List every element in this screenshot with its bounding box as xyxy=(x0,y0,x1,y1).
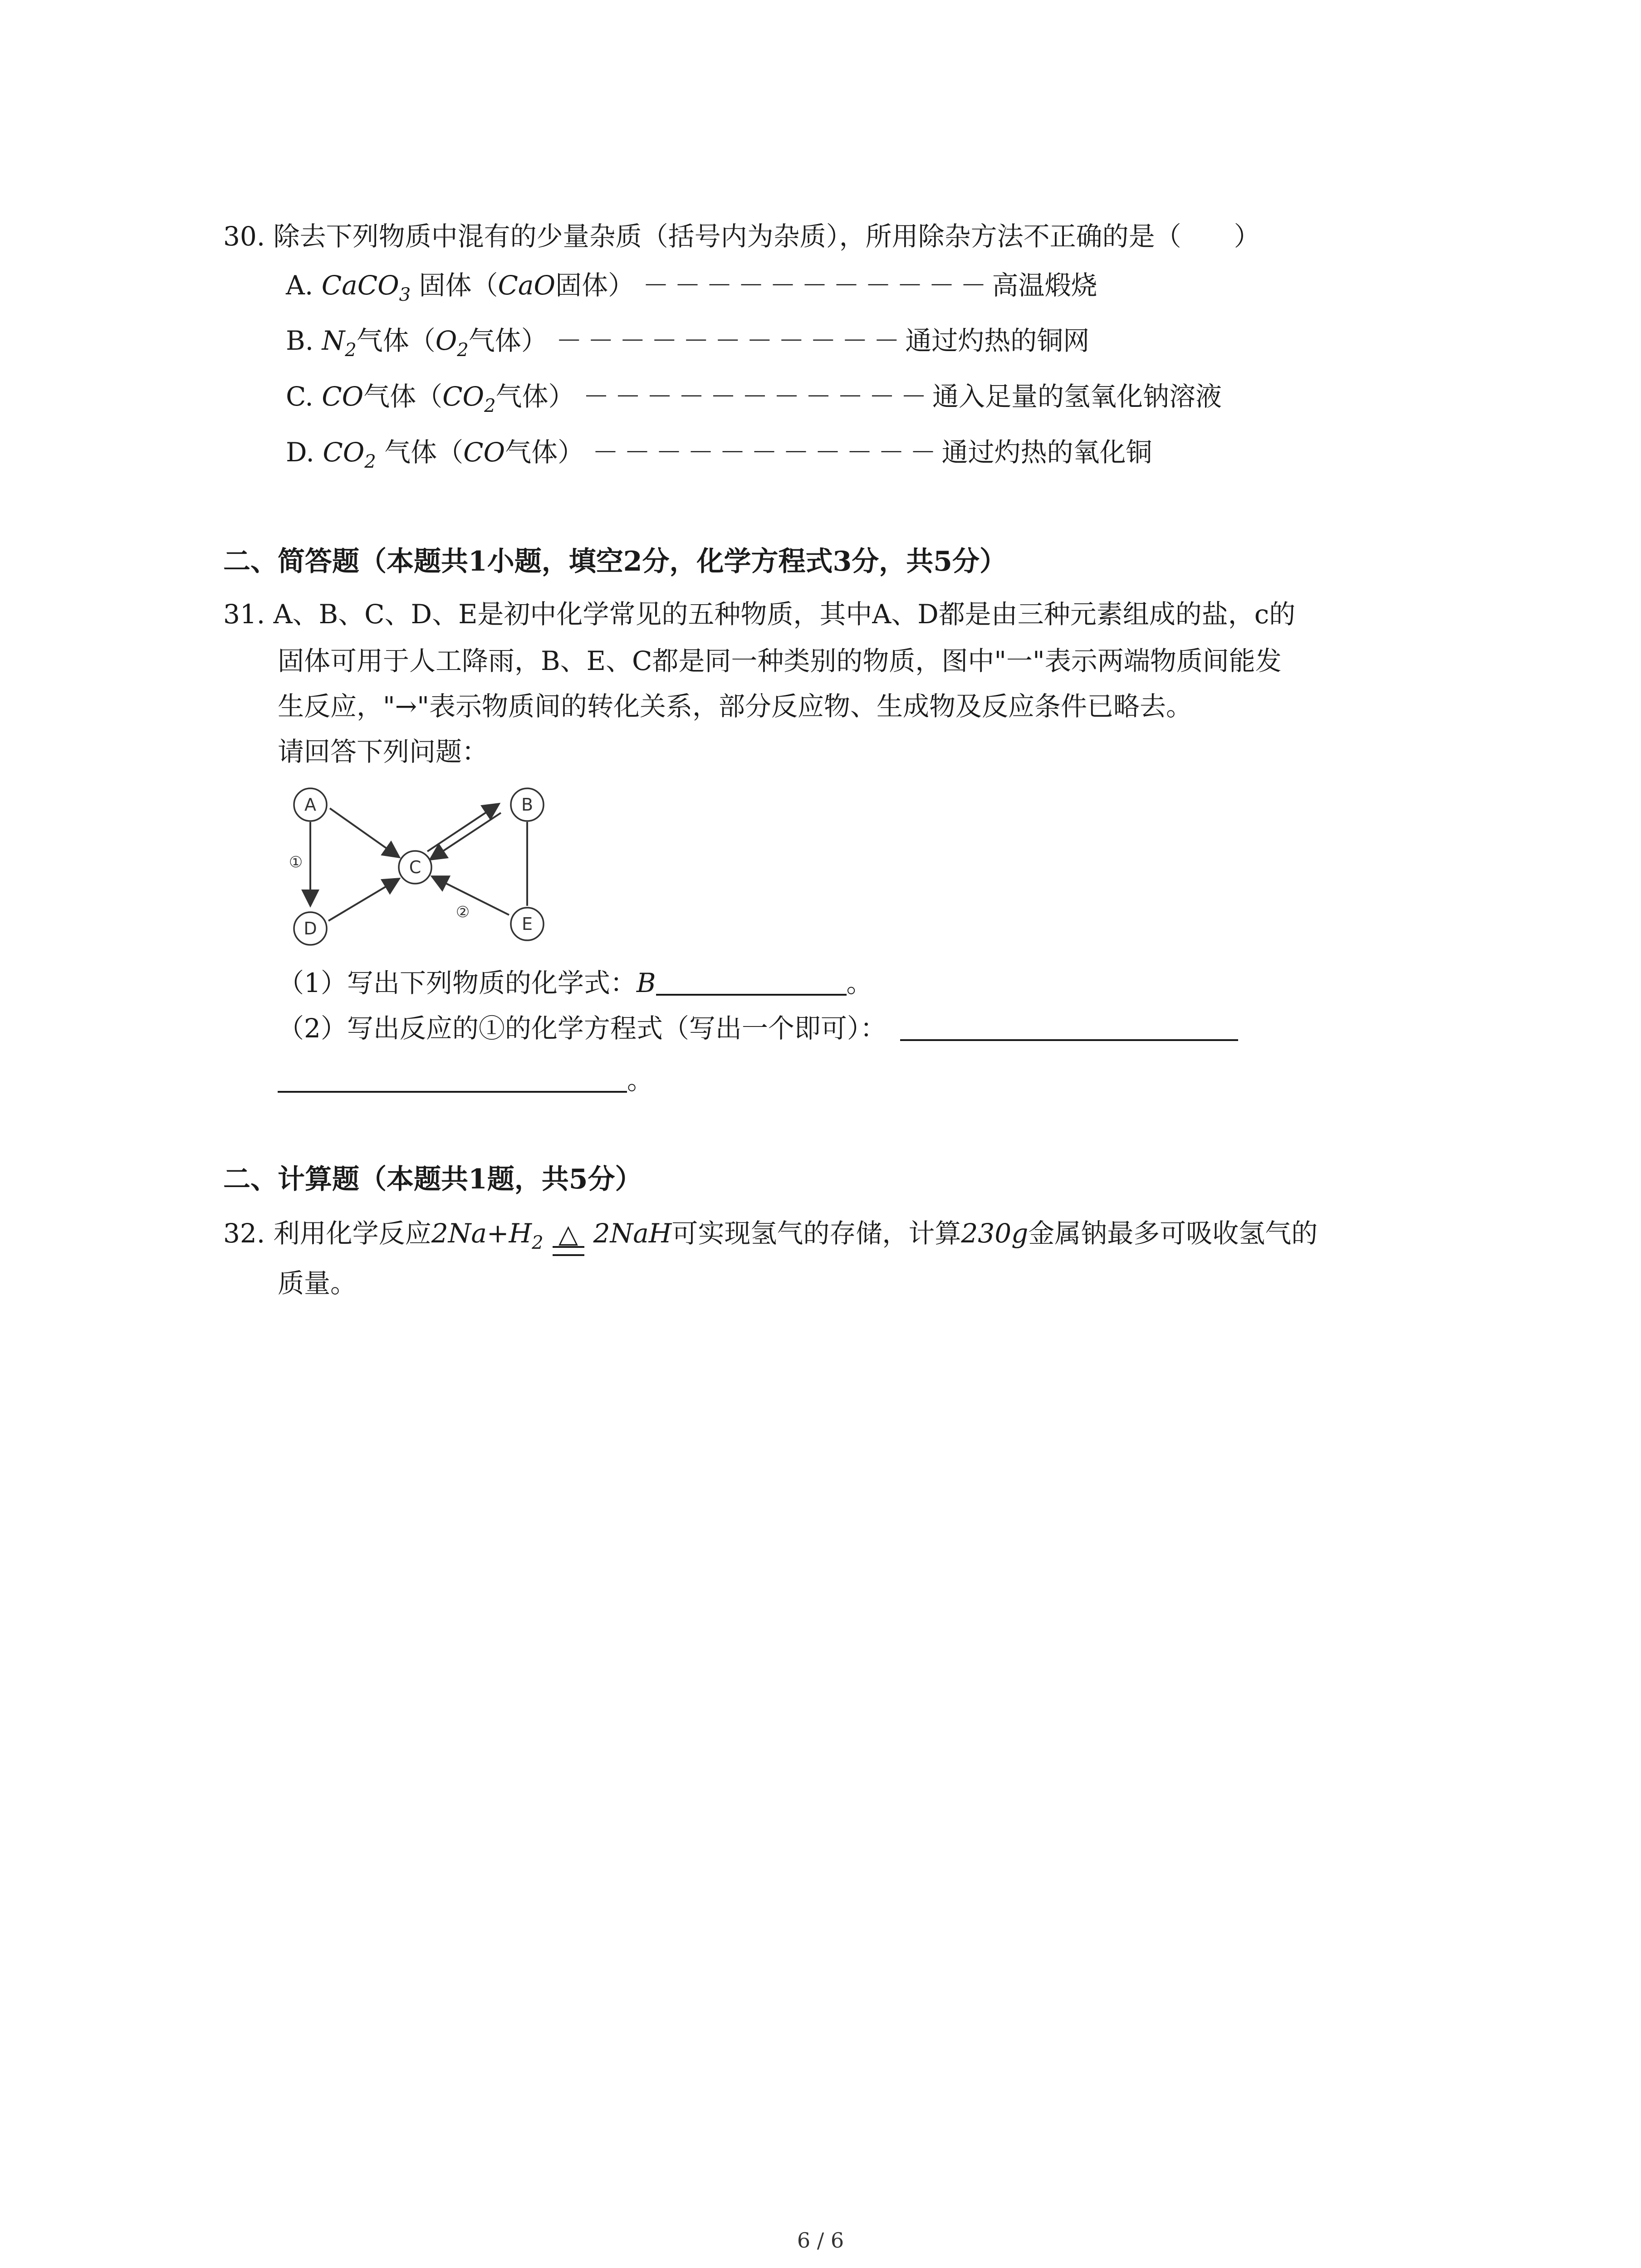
sub1-end: 。 xyxy=(846,968,873,998)
subscript: 3 xyxy=(399,284,411,305)
label: 固体） xyxy=(555,270,635,301)
label: 气体（ xyxy=(363,381,443,412)
reaction-diagram xyxy=(278,777,559,949)
q31-sub-1 xyxy=(278,970,873,996)
subscript: 2 xyxy=(484,396,496,416)
label: 气体） xyxy=(495,381,575,412)
q32-text: 可实现氢气的存储，计算 xyxy=(671,1218,961,1249)
reaction-mark-1: ① xyxy=(289,853,303,871)
substance: N xyxy=(322,325,345,356)
section-heading-calculation: 二、计算题（本题共1题，共5分） xyxy=(223,1163,642,1195)
subscript: 2 xyxy=(532,1232,544,1253)
dash-leader: －－－－－－－－－－－ xyxy=(592,437,942,468)
q32-mass: 230g xyxy=(961,1218,1029,1249)
substance: CO xyxy=(323,437,365,468)
sub1-prompt: （1）写出下列物质的化学式： xyxy=(278,968,637,998)
answer-blank-1[interactable] xyxy=(656,970,847,996)
equation-rhs: 2NaH xyxy=(593,1218,672,1249)
dash-leader: －－－－－－－－－－－ xyxy=(642,270,992,301)
node-b-label: B xyxy=(521,795,534,815)
reaction-condition xyxy=(544,1220,593,1247)
sub2-end: 。 xyxy=(627,1065,654,1095)
subscript: 2 xyxy=(457,340,469,361)
sub1-variable: B xyxy=(636,968,656,998)
impurity: CO xyxy=(463,437,505,468)
arrow-b-to-c xyxy=(430,813,501,860)
q30-option-a xyxy=(286,272,1097,304)
option-letter: C. xyxy=(286,381,314,412)
method: 通入足量的氢氧化钠溶液 xyxy=(932,381,1222,412)
label: 气体） xyxy=(468,325,548,356)
node-e-label: E xyxy=(521,914,533,934)
label: 固体（ xyxy=(411,270,498,301)
q30-option-d xyxy=(286,439,1152,471)
subscript: 2 xyxy=(364,451,376,472)
sub2-prompt: （2）写出反应的①的化学方程式（写出一个即可）： xyxy=(278,1013,887,1044)
impurity: O xyxy=(435,325,457,356)
substance: CaCO xyxy=(321,270,399,301)
arrow-a-to-c xyxy=(330,808,399,857)
q30-option-b xyxy=(286,327,1089,359)
q30-option-c xyxy=(286,383,1222,415)
equation-lhs: 2Na+H xyxy=(431,1218,532,1249)
dash-leader: －－－－－－－－－－－ xyxy=(583,381,932,412)
q32-text-2: 金属钠最多可吸收氢气的 xyxy=(1028,1218,1318,1249)
q32-line-2: 质量。 xyxy=(278,1268,357,1299)
q32-prefix: 32. 利用化学反应 xyxy=(223,1218,431,1249)
option-letter: B. xyxy=(286,325,314,356)
q31-line-4: 请回答下列问题： xyxy=(278,736,489,767)
label: 气体（ xyxy=(356,325,436,356)
page-number: 6 / 6 xyxy=(797,2228,844,2253)
arrow-d-to-c xyxy=(328,879,399,921)
q31-line-2: 固体可用于人工降雨，B、E、C都是同一种类别的物质，图中"一"表示两端物质间能发 xyxy=(278,645,1282,676)
q31-line-1: 31. A、B、C、D、E是初中化学常见的五种物质，其中A、D都是由三种元素组成的盐，c的 xyxy=(223,599,1296,630)
option-letter: A. xyxy=(286,270,314,301)
impurity: CaO xyxy=(498,270,556,301)
q31-sub-2 xyxy=(278,1013,1238,1044)
dash-leader: －－－－－－－－－－－ xyxy=(556,325,906,356)
label: 气体（ xyxy=(376,437,464,468)
section-heading-short-answer: 二、简答题（本题共1小题，填空2分，化学方程式3分，共5分） xyxy=(223,546,1007,577)
arrow-e-to-c xyxy=(432,876,509,915)
node-c-label: C xyxy=(409,857,421,877)
method: 高温煅烧 xyxy=(992,270,1097,301)
q30-stem: 30. 除去下列物质中混有的少量杂质（括号内为杂质），所用除杂方法不正确的是（ ） xyxy=(223,221,1260,252)
option-letter: D. xyxy=(286,437,314,468)
q31-sub-2-continued xyxy=(278,1067,653,1093)
method: 通过灼热的氧化铜 xyxy=(941,437,1152,468)
method: 通过灼热的铜网 xyxy=(905,325,1090,356)
q31-line-3: 生反应，"→"表示物质间的转化关系，部分反应物、生成物及反应条件已略去。 xyxy=(278,691,1192,722)
node-d-label: D xyxy=(304,919,317,938)
impurity: CO xyxy=(442,381,485,412)
substance: CO xyxy=(322,381,364,412)
answer-blank-2a[interactable] xyxy=(900,1016,1238,1041)
equals-sign xyxy=(553,1246,584,1256)
reaction-mark-2: ② xyxy=(456,903,470,921)
q32-line-1 xyxy=(223,1220,1318,1252)
answer-blank-2b[interactable] xyxy=(278,1067,627,1093)
label: 气体） xyxy=(505,437,584,468)
node-a-label: A xyxy=(304,795,316,815)
heat-symbol: △ xyxy=(558,1219,578,1249)
arrow-c-to-b xyxy=(427,804,499,851)
subscript: 2 xyxy=(345,340,357,361)
